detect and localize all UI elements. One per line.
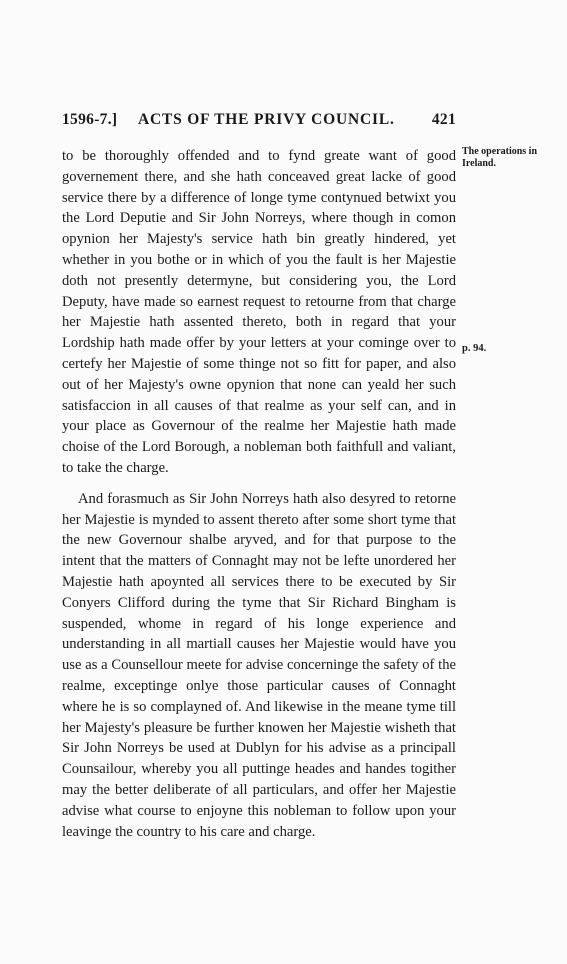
sidenote-operations: The operations in Ireland.: [462, 146, 538, 169]
sidenote-page-ref: p. 94.: [462, 343, 487, 354]
paragraph-2: And forasmuch as Sir John Norreys hath also desyred to retorne her Majestie is mynded to assent thereto after some short tyme that the new Governour shalbe aryved, and for that purpose to the intent that the matters of Connaght may not be lefte unordered her Majestie hath apoynted all services there to be executed by Sir Conyers Clifford during the tyme that Sir Richard Bingham is suspended, whome in regard of his longe experience and understanding in all martiall causes her Majestie would have you use as a Counsellour meete for advise concerninge the safety of the realme, exceptinge onlye those particular causes of Connaght where he is so complayned of. And likewise in the meane tyme till her Majesty's pleasure be further knowen her Majestie wisheth that Sir John Norreys be used at Dublyn for his advise as a principall Counsailour, whereby you all puttinge heades and handes togither may the better deliberate of all particulars, and offer her Majestie advise what course to enjoyne this nobleman to follow upon your leavinge the country to his care and charge.: [62, 490, 456, 840]
header-title: ACTS OF THE PRIVY COUNCIL.: [138, 111, 395, 128]
paragraph-1: to be thoroughly offended and to fynd greate want of good governement there, and she hath conceaved great lacke of good service there by a difference of longe tyme contynued betwixt you the Lord Deputie and Sir John Norreys, where though in comon opynion her Majesty's service hath bin greatly hindered, yet whether in you bothe or in which of you the fault is her Majestie doth not presently determyne, but considering you, the Lord Deputy, have made so earnest request to retourne from that charge her Majestie hath assented thereto, both in regard that your Lordship hath made offer by your letters at your cominge over to certefy her Majestie of some thinge not so fitt for paper, and also out of her Majesty's owne opynion that none can yeald her such satisfaccion in all causes of that realme as your self can, and in your place as Governour of the realme her Majestie hath made choise of the Lord Borough, a nobleman both faithfull and valiant, to take the charge.: [62, 148, 456, 476]
page-number: 421: [431, 111, 456, 128]
header-year: 1596-7.]: [62, 111, 118, 128]
body-text: [62, 146, 456, 842]
